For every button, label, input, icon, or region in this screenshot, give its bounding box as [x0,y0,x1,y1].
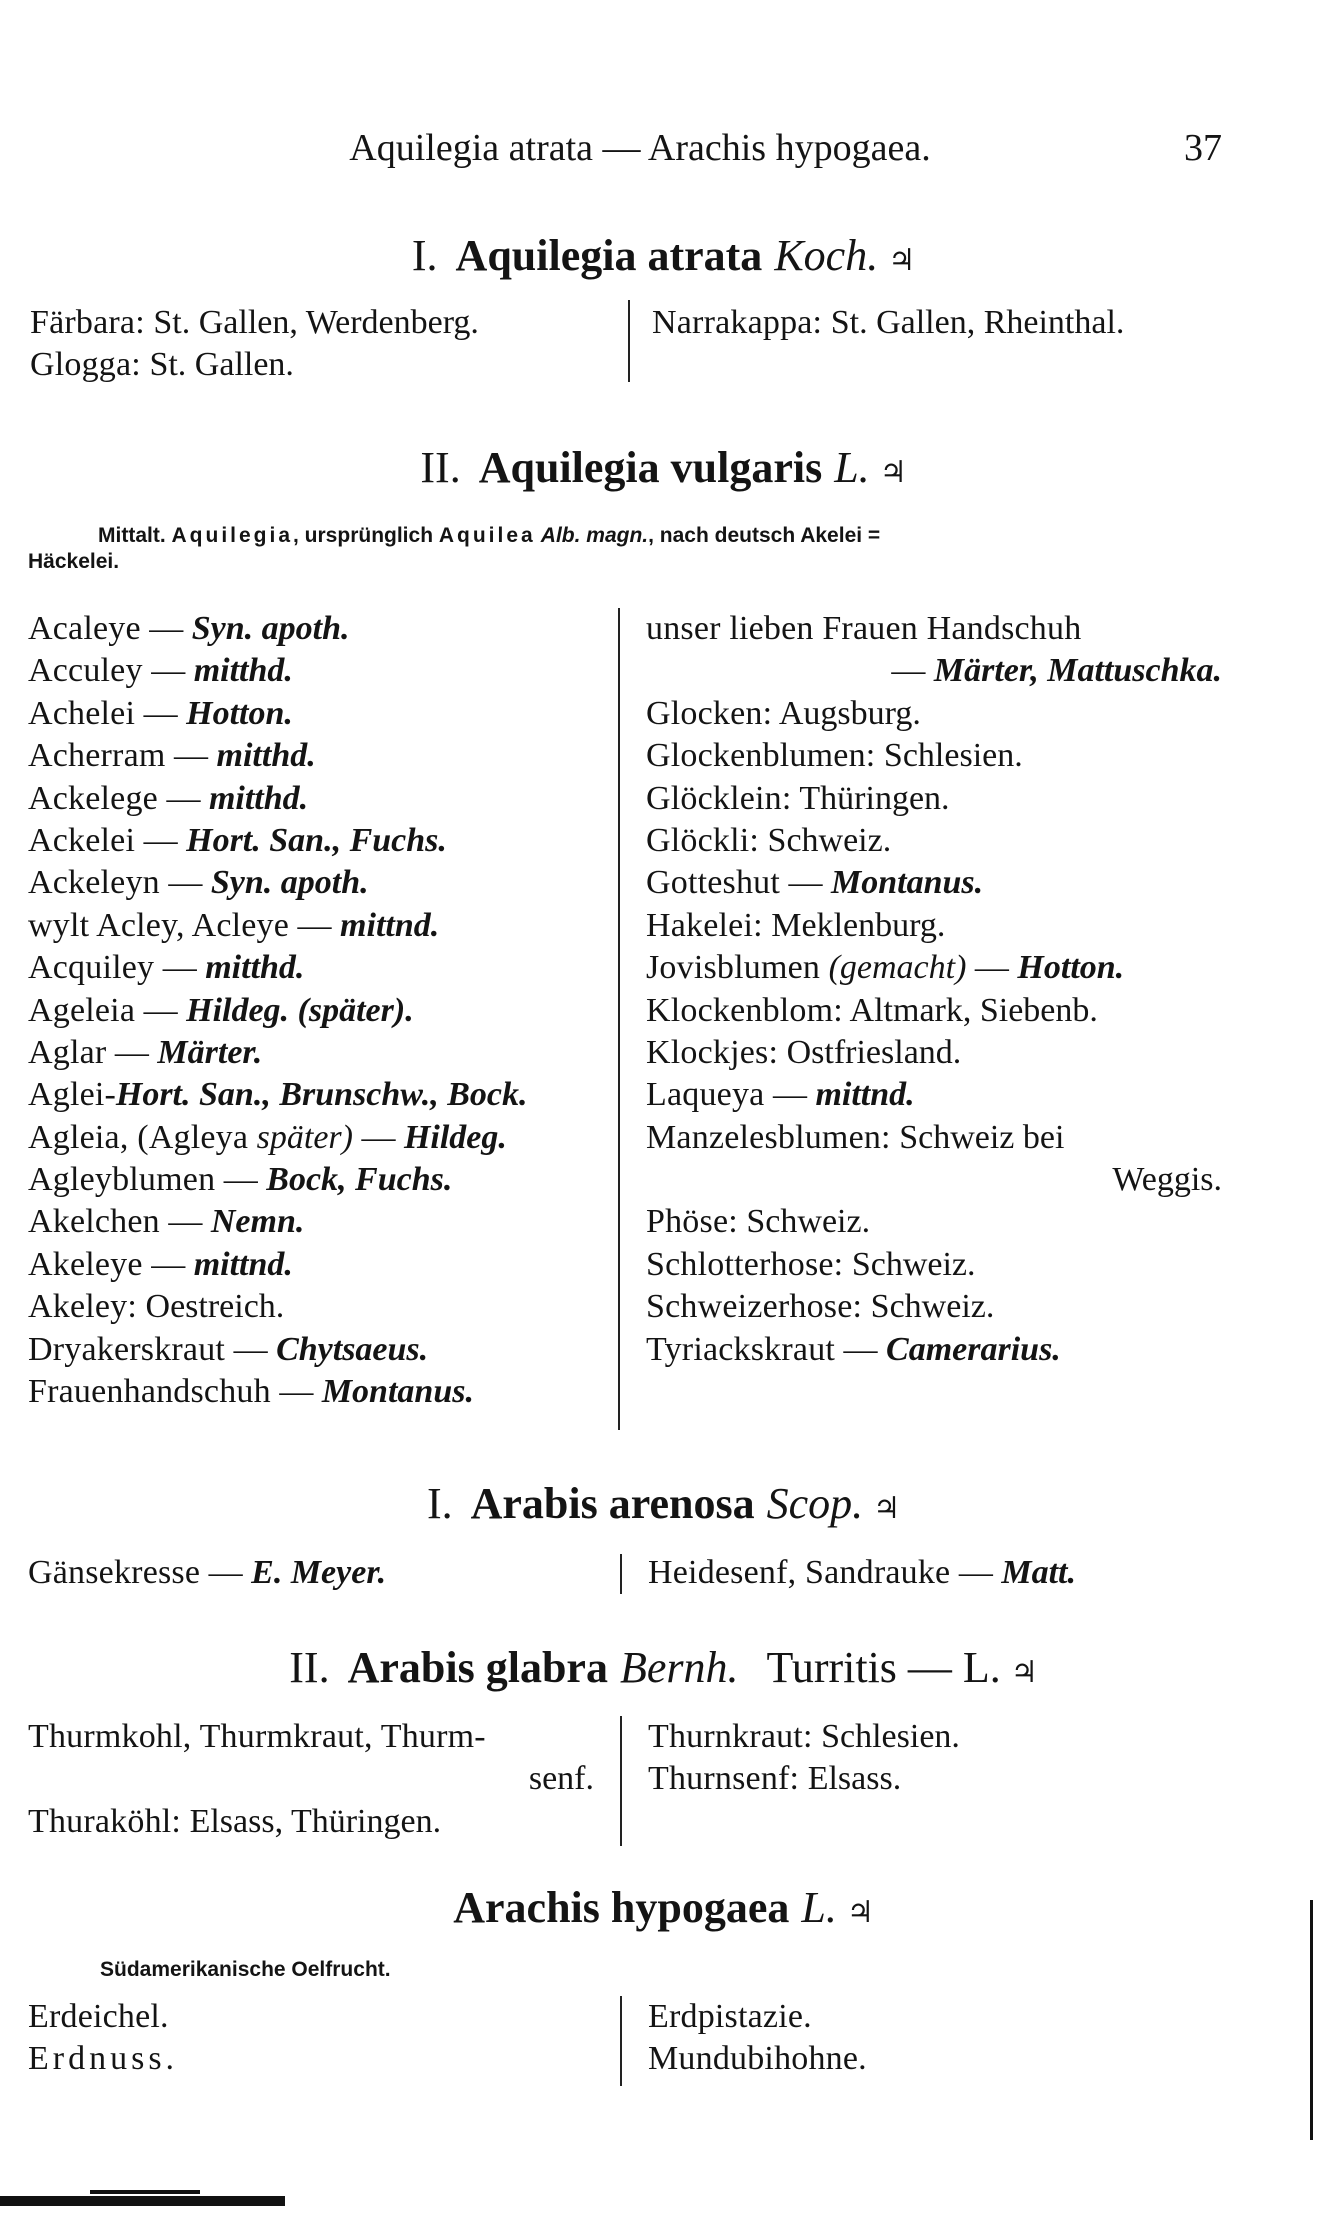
scan-artifact-edge [1310,1900,1313,2140]
entries-left-column [28,608,527,1413]
source-citation: Hort. San., Brunschw., Bock. [115,1076,528,1114]
entry-line [646,1244,1222,1286]
entry-line [30,302,479,344]
region: Weggis. [1112,1161,1222,1199]
note-part: Aquilegia [171,524,294,547]
region: Schlesien. [875,737,1023,775]
vernacular-name: Klockjes: [646,1033,779,1071]
entry-line [28,778,527,820]
region: Ostfriesland. [778,1033,962,1071]
perennial-symbol: ♃ [846,1896,874,1929]
region: Schweiz bei [890,1118,1065,1156]
running-header [0,126,1327,186]
vernacular-name: Tyriackskraut [646,1330,836,1368]
entry-line [28,1801,594,1843]
page-number: 37 [1184,127,1222,169]
entry-line [646,778,1222,820]
vernacular-name: Aglar [28,1033,107,1071]
separator: — [225,1330,277,1368]
separator: — [352,1118,404,1156]
region: Schweiz. [843,1245,976,1283]
source-citation: Matt. [1001,1554,1076,1591]
source-citation: Camerarius. [886,1330,1061,1368]
note-part: Häckelei. [28,550,120,573]
vernacular-name: Manzelesblumen: [646,1118,891,1156]
note-part: Südamerikanische Oelfrucht. [100,1958,391,1981]
separator: — [135,694,187,732]
heading-number: I. [426,1479,453,1528]
vernacular-name: Achelei [28,694,136,732]
entries-left-column [28,1552,386,1594]
vernacular-name: Heidesenf, Sandrauke [648,1554,951,1591]
region: St. Gallen, Rheinthal. [822,304,1125,341]
column-divider [628,300,630,382]
vernacular-name: Akelchen [28,1203,160,1241]
entry-line [28,735,527,777]
region: Elsass, Thüringen. [181,1802,442,1840]
vernacular-name: Agleia, (Agleya [28,1118,249,1156]
entry-line [28,1371,527,1413]
entry-line [28,1201,527,1243]
note-part: , nach deutsch Akelei = [648,524,881,547]
vernacular-name: Ackeleyn [28,864,160,902]
region: Altmark, Siebenb. [842,991,1098,1029]
etymology-note [98,524,880,548]
vernacular-name: Glogga: [30,346,141,384]
name-qualifier: (gemacht) [820,949,967,987]
perennial-symbol: ♃ [873,1492,901,1525]
source-citation: mitthd. [208,779,309,817]
region: St. Gallen, Werdenberg. [144,304,479,341]
vernacular-name: Erdpistazie. [648,1998,812,2035]
region: Thüringen. [791,779,950,817]
vernacular-name: Ackelege [28,779,158,817]
region: Augsburg. [772,694,921,732]
heading-species: Arabis glabra [347,1643,608,1692]
vernacular-name: Erdnuss. [28,2040,179,2078]
entry-line [28,1329,527,1371]
entry-line [646,693,1222,735]
vernacular-name: Laqueya [646,1076,765,1114]
vernacular-name: Thurmkohl, Thurmkraut, Thurm- [28,1718,486,1755]
vernacular-name: Akeleye [28,1245,143,1283]
source-citation: Märter, Mattuschka. [933,652,1222,690]
vernacular-name: Glöcklein: [646,779,792,817]
source-citation: Hotton. [186,694,293,732]
region: senf. [528,1760,594,1798]
heading-synonym: Turritis — L. [766,1643,1001,1692]
source-citation: Nemn. [210,1203,305,1241]
vernacular-name: Schlotterhose: [646,1245,844,1283]
entry-line [646,608,1222,650]
entry-line [28,1244,527,1286]
separator: — [270,1373,322,1411]
entry-line [28,650,527,692]
heading-number: II. [289,1643,330,1692]
source-citation: Syn. apoth. [210,864,369,902]
heading-arabis-glabra [0,1642,1327,1699]
entry-line [646,990,1222,1032]
entries-right-column [648,1996,867,2081]
source-citation: Hildeg. (später). [186,991,414,1029]
source-citation: mitthd. [216,737,316,775]
vernacular-name: Aglei [28,1076,105,1114]
source-citation: E. Meyer. [251,1554,387,1591]
heading-species: Arachis hypogaea [453,1883,790,1932]
column-divider [620,1996,622,2086]
source-citation: mittnd. [193,1245,293,1283]
separator: — [142,652,194,690]
entry-line [28,990,527,1032]
entry-line [646,947,1222,989]
vernacular-name: Glocken: [646,694,773,732]
entry-line [28,820,527,862]
vernacular-name: Ageleia [28,991,136,1029]
separator: — [157,779,209,817]
entry-line [646,820,1222,862]
vernacular-name: Färbara: [30,304,145,341]
region: Oestreich. [137,1288,285,1326]
entry-line [648,1716,960,1758]
region: Schweiz. [759,821,892,859]
separator: — [966,949,1018,987]
separator: — [891,652,934,690]
note-part: Alb. magn. [535,524,649,547]
running-title: Aquilegia atrata — Arachis hypogaea. [349,127,931,169]
entry-line [648,1552,1076,1594]
separator: — [835,1330,887,1368]
entry-line [28,905,527,947]
vernacular-name: Klockenblom: [646,991,843,1029]
entry-line [28,1117,527,1159]
vernacular-name: Thurnkraut: [648,1718,813,1755]
vernacular-name: Agleyblumen [28,1161,216,1199]
entry-line [28,2038,178,2080]
heading-species: Aquilegia atrata [455,231,763,280]
entry-line [646,1032,1222,1074]
entries-right-column [646,608,1222,1371]
entry-line [28,1552,386,1594]
vernacular-name: Thuraköhl: [28,1802,182,1840]
region: Schweiz. [862,1288,995,1326]
vernacular-name: Frauenhandschuh [28,1373,271,1411]
entry-line [28,862,527,904]
entry-line [28,1159,527,1201]
entry-line [28,1032,527,1074]
perennial-symbol: ♃ [879,456,907,489]
heading-number: II. [420,443,461,492]
scan-artifact-bar [0,2196,285,2206]
entry-line [28,693,527,735]
entry-line [28,608,527,650]
entry-line [646,862,1222,904]
entry-line [648,1758,960,1800]
entry-line [28,1074,527,1116]
entry-line [646,1201,1222,1243]
entry-line [28,947,527,989]
vernacular-name: Acquiley [28,949,155,987]
separator: — [159,1203,211,1241]
entry-line [646,1117,1222,1159]
entry-line [646,1159,1222,1201]
heading-author: L. [834,443,870,492]
entry-line [646,735,1222,777]
vernacular-name: Dryakerskraut [28,1330,226,1368]
separator: — [135,821,187,859]
vernacular-name: Jovisblumen [646,949,821,987]
region: Schlesien. [812,1718,960,1755]
vernacular-name: Schweizerhose: [646,1288,863,1326]
entries-left-column [30,302,479,387]
entries-right-column [648,1716,960,1801]
region: Elsass. [799,1760,902,1798]
note-part: Mittalt. [98,524,172,547]
heading-author: Scop. [766,1479,864,1528]
entry-line [646,650,1222,692]
source-citation: mittnd. [815,1076,915,1114]
perennial-symbol: ♃ [1010,1656,1038,1689]
vernacular-name: Glockenblumen: [646,737,876,775]
source-citation: mitthd. [205,949,305,987]
entry-line [28,1996,178,2038]
entry-line [646,1074,1222,1116]
origin-note [100,1958,391,1982]
heading-author: L. [801,1883,837,1932]
entry-line [28,1716,594,1758]
source-citation: Märter. [157,1033,263,1071]
vernacular-name: Acaleye [28,610,141,647]
name-qualifier: später) [248,1118,353,1156]
entries-right-column [648,1552,1076,1594]
entries-left-column [28,1996,178,2081]
separator: — [200,1554,252,1591]
heading-species: Aquilegia vulgaris [478,443,823,492]
source-citation: Hort. San., Fuchs. [186,821,447,859]
vernacular-name: Acherram [28,737,166,775]
vernacular-name: Mundubihohne. [648,2040,867,2078]
vernacular-name: Erdeichel. [28,1998,169,2035]
heading-species: Arabis arenosa [470,1479,755,1528]
entry-line [646,905,1222,947]
vernacular-name: wylt Acley, Acleye [28,906,290,944]
scan-artifact-bar [90,2190,200,2194]
vernacular-name: Glöckli: [646,821,760,859]
vernacular-name: Akeley: [28,1288,138,1326]
separator: — [159,864,211,902]
vernacular-name: Gotteshut [646,864,781,902]
source-citation: mittnd. [340,906,440,944]
separator: — [154,949,206,987]
entry-line [652,302,1124,344]
note-part: , ursprünglich [293,524,439,547]
separator: — [142,1245,194,1283]
separator: — [289,906,341,944]
entries-left-column [28,1716,594,1843]
etymology-note-continued [28,550,119,574]
region: Meklenburg. [762,906,946,944]
vernacular-name: Gänsekresse [28,1554,201,1591]
source-citation: Hotton. [1017,949,1125,987]
source-citation: Montanus. [321,1373,474,1411]
column-divider [620,1716,622,1846]
separator: - [104,1076,116,1114]
source-citation: Chytsaeus. [276,1330,429,1368]
vernacular-name: Narrakappa: [652,304,823,341]
separator: — [950,1554,1002,1591]
region: Schweiz. [737,1203,871,1241]
separator: — [215,1161,267,1199]
heading-aquilegia-vulgaris [0,442,1327,499]
vernacular-name: Ackelei [28,821,136,859]
perennial-symbol: ♃ [888,244,916,277]
vernacular-name: Thurnsenf: [648,1760,800,1798]
entry-line [648,1996,867,2038]
entry-line [646,1286,1222,1328]
vernacular-name: unser lieben Frauen Handschuh [646,610,1082,647]
heading-number: I. [411,231,438,280]
separator: — [135,991,187,1029]
entries-right-column [652,302,1124,344]
vernacular-name: Phöse: [646,1203,738,1241]
vernacular-name: Acculey [28,652,143,690]
column-divider [620,1554,622,1594]
separator: — [106,1033,158,1071]
column-divider [618,608,620,1430]
source-citation: Hildeg. [403,1118,507,1156]
source-citation: mitthd. [193,652,293,690]
heading-arachis-hypogaea [0,1882,1327,1939]
entry-line [646,1329,1222,1371]
heading-aquilegia-atrata [0,230,1327,287]
separator: — [140,610,192,647]
separator: — [764,1076,816,1114]
entry-line [28,1758,594,1800]
source-citation: Bock, Fuchs. [266,1161,453,1199]
heading-arabis-arenosa [0,1478,1327,1535]
entry-line [648,2038,867,2080]
separator: — [165,737,217,775]
source-citation: Montanus. [831,864,984,902]
heading-author: Bernh. [619,1643,739,1692]
note-part: Aquilea [438,524,536,547]
heading-author: Koch. [774,231,879,280]
source-citation: Syn. apoth. [191,610,350,647]
separator: — [780,864,832,902]
entry-line [28,1286,527,1328]
entry-line [30,344,479,386]
region: St. Gallen. [140,346,294,384]
vernacular-name: Hakelei: [646,906,763,944]
